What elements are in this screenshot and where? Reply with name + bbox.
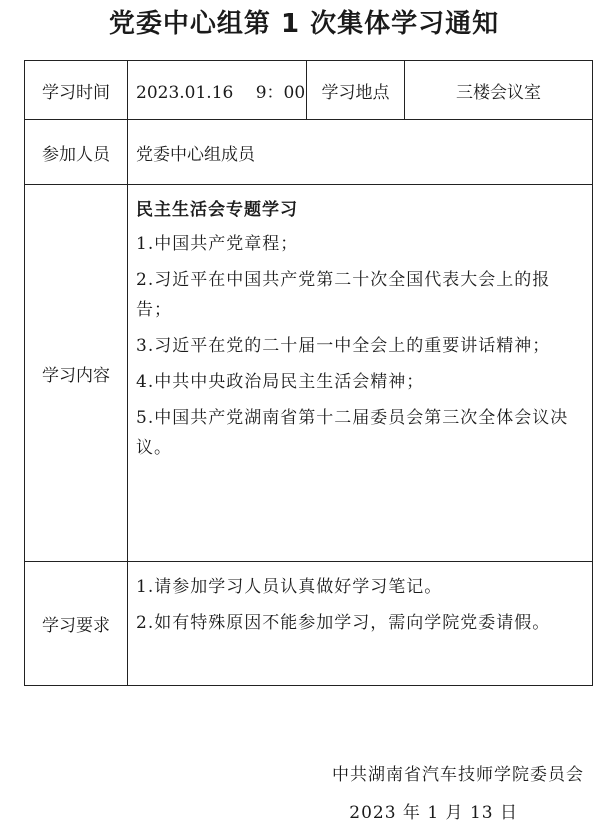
time-label: 学习时间 bbox=[25, 61, 128, 120]
requirements-label: 学习要求 bbox=[25, 562, 128, 686]
requirement-item: 1.请参加学习人员认真做好学习笔记。 bbox=[136, 577, 443, 597]
requirements-body bbox=[128, 562, 593, 686]
participants-row bbox=[25, 120, 593, 185]
participants-label: 参加人员 bbox=[25, 120, 128, 185]
participants-value: 党委中心组成员 bbox=[128, 120, 593, 185]
content-item: 1.中国共产党章程； bbox=[136, 234, 299, 254]
requirements-row bbox=[25, 562, 593, 686]
content-label: 学习内容 bbox=[25, 185, 128, 562]
content-body bbox=[128, 185, 593, 562]
location-label: 学习地点 bbox=[307, 61, 405, 120]
content-item: 4.中共中央政治局民主生活会精神； bbox=[136, 372, 425, 392]
content-item: 5.中国共产党湖南省第十二届委员会第三次全体会议决议。 bbox=[136, 408, 569, 458]
requirement-item: 2.如有特殊原因不能参加学习，需向学院党委请假。 bbox=[136, 613, 551, 633]
notice-table bbox=[24, 60, 593, 686]
content-row bbox=[25, 185, 593, 562]
content-heading: 民主生活会专题学习 bbox=[136, 200, 298, 220]
time-location-row bbox=[25, 61, 593, 120]
time-value: 2023.01.16 9：00 bbox=[128, 61, 307, 120]
content-item: 2.习近平在中国共产党第二十次全国代表大会上的报告； bbox=[136, 270, 551, 320]
issuing-organization: 中共湖南省汽车技师学院委员会 bbox=[332, 765, 584, 785]
location-value: 三楼会议室 bbox=[405, 61, 593, 120]
issue-date: 2023 年 1 月 13 日 bbox=[349, 803, 518, 823]
content-item: 3.习近平在党的二十届一中全会上的重要讲话精神； bbox=[136, 336, 551, 356]
notice-title: 党委中心组第 1 次集体学习通知 bbox=[108, 9, 500, 39]
